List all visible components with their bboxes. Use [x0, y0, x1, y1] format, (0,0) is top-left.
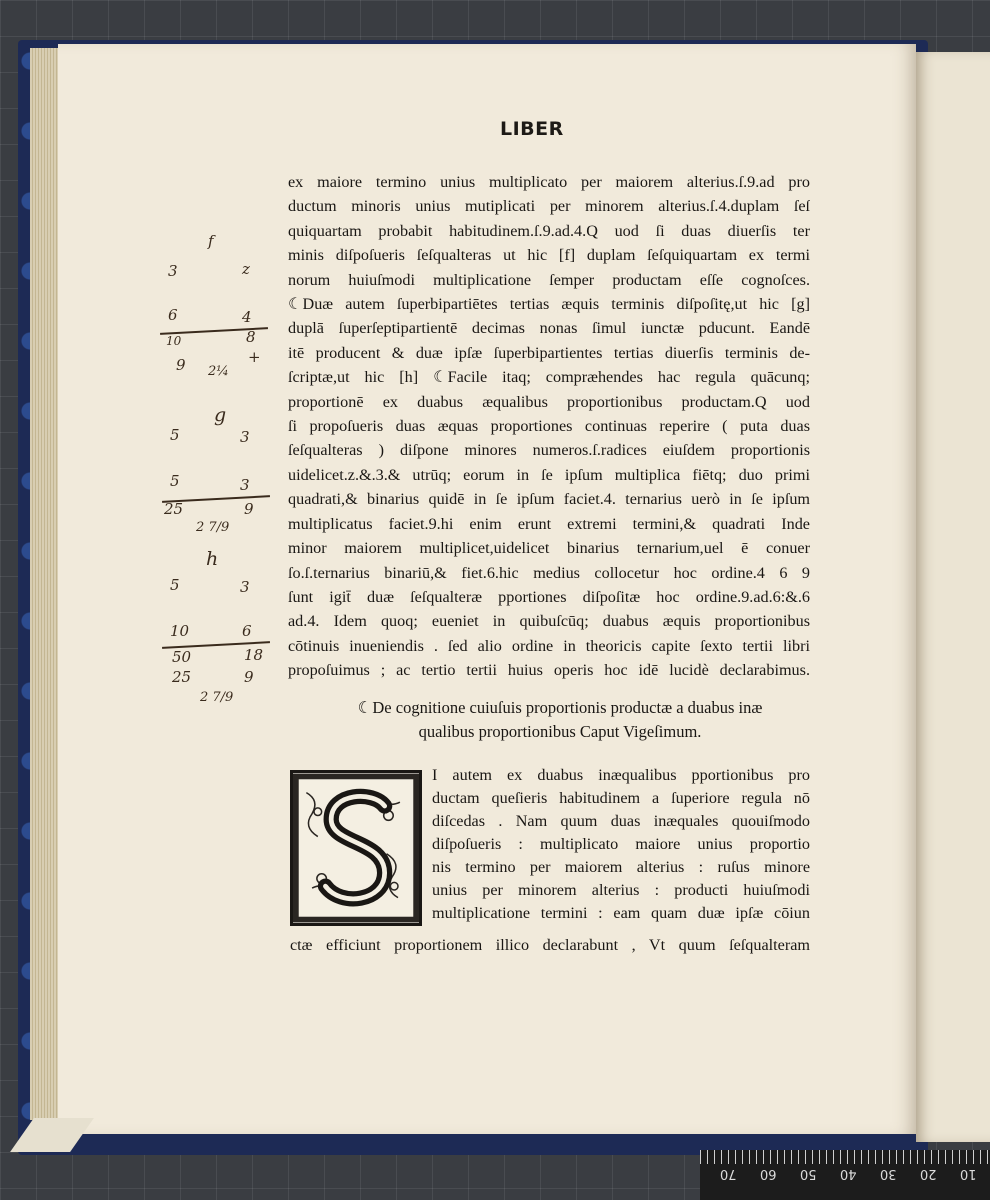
note-value: 2 7/9 — [200, 690, 234, 705]
text-line: ſeſqualteras ) diſpone minores numeros.ſ.radices eiuſdem proportionis — [288, 441, 810, 460]
note-value: 3 — [240, 578, 250, 596]
initial-s-ornament — [293, 773, 419, 923]
note-value: 9 — [176, 356, 186, 374]
note-value: 50 — [172, 648, 192, 666]
chapter-text-full — [290, 934, 810, 957]
ruler-label: 20 — [920, 1166, 937, 1181]
note-value: 2¼ — [208, 364, 229, 379]
note-value: 3 — [240, 428, 250, 446]
note-value: 6 — [242, 622, 252, 640]
running-head: LIBER — [500, 118, 564, 140]
note-value: 18 — [244, 646, 264, 664]
ruler-label: 30 — [880, 1166, 897, 1181]
note-value: z — [242, 260, 250, 278]
note-value: 3 — [240, 476, 250, 494]
text-line: diſcedas . Nam quum duas inæquales quouiſmodo — [432, 812, 810, 830]
note-value: 2 7/9 — [196, 520, 230, 535]
chapter-text-indented — [432, 764, 810, 925]
text-line: ductam queſieris habitudinem a ſuperiore regula nō — [432, 789, 810, 807]
handwritten-margin-notes — [150, 220, 290, 740]
text-line: cōtinuis inueniendis . ſed alio ordine in theoricis capite ſexto tertii libri — [288, 636, 810, 655]
text-line: minis diſpoſueris ſeſqualteras ut hic [f] duplam ſeſquiquartam ex termi — [288, 246, 810, 265]
note-value: 5 — [170, 472, 180, 490]
text-line: minor maiorem multiplicet,uidelicet binarius ternarium,uel ē conuer — [288, 539, 810, 558]
text-line: ctæ efficiunt proportionem illico declarabunt , Vt quum ſeſqualteram — [290, 936, 810, 954]
text-line: norum huiuſmodi multiplicatione ſemper productam eſſe cognoſces. — [288, 270, 810, 289]
note-f: f — [208, 232, 214, 250]
main-text-block — [288, 170, 810, 683]
chapter-heading — [310, 696, 810, 744]
note-g: g — [214, 404, 227, 426]
chapter-heading-line: ☾De cognitione cuiuſuis proportionis productæ a duabus inæ — [357, 698, 763, 717]
text-line: propoſuimus ; ac tertio tertii huius operis hoc idē lucidè declarabimus. — [288, 661, 810, 680]
text-line: ſi propoſueris duas æquas proportiones continuas reperire ( puta duas — [288, 417, 810, 436]
text-line: ſo.ſ.ternarius binariū,& fiet.6.hic medius collocetur hoc ordine.4 6 9 — [288, 563, 810, 582]
text-line: multiplicatione termini : eam quam duæ ipſæ cōiun — [432, 904, 810, 922]
note-h: h — [206, 548, 219, 570]
text-line: unius per minorem alterius : producti huiuſmodi — [432, 881, 810, 899]
note-value: 10 — [166, 334, 182, 348]
ruler-label: 10 — [960, 1166, 977, 1181]
note-value: 9 — [244, 500, 254, 518]
text-line: multiplicatus faciet.9.hi enim erunt extremi termini,& quadrati Inde — [288, 514, 810, 533]
text-line: ex maiore termino unius multiplicato per maiorem alterius.ſ.9.ad pro — [288, 173, 810, 191]
text-line: I autem ex duabus inæqualibus pportionibus pro — [432, 766, 810, 784]
text-line: nis termino per maiorem alterius : ruſus minore — [432, 858, 810, 876]
text-line: quiquartam probabit habitudinem.ſ.9.ad.4.Q uod ſi duas diuerſis ter — [288, 221, 810, 240]
text-line: proportionē ex duabus æqualibus proportionibus productam.Q uod — [288, 392, 810, 411]
page-edges — [30, 48, 60, 1120]
ruler-label: 40 — [840, 1166, 857, 1181]
text-line: quadrati,& binarius quidē in ſe ipſum faciet.4. ternarius uerò in ſe ipſum — [288, 490, 810, 509]
chapter-heading-line: qualibus proportionibus Caput Vigeſimum. — [418, 722, 702, 741]
text-line: ad.4. Idem quoq; eueniet in quibuſcūq; duabus æquis proportionibus — [288, 612, 810, 631]
note-value: 5 — [170, 576, 180, 594]
note-value: 8 — [246, 328, 256, 346]
note-value: 9 — [244, 668, 254, 686]
facing-page — [916, 52, 990, 1142]
note-value: 25 — [172, 668, 192, 686]
text-line: ductum minoris unius mutiplicati per minorem alterius.ſ.4.duplam ſeſ — [288, 197, 810, 216]
text-line: ſcriptæ,ut hic [h] ☾Facile itaq; compræhendes hac regula quācunq; — [288, 368, 810, 387]
note-value: 4 — [242, 308, 252, 326]
ruler-ticks — [700, 1150, 990, 1164]
text-line: uidelicet.z.&.3.& utrūq; eorum in ſe ipſum multiplica fiētq; duo primi — [288, 465, 810, 484]
note-value: 3 — [168, 262, 178, 280]
text-line: diſpoſueris : multiplicato maiore unius proportio — [432, 835, 810, 853]
text-line: itē producent & duæ ipſæ ſuperbipartientes tertias diuerſis terminis de- — [288, 343, 810, 362]
text-line: ☾Duæ autem ſuperbipartiētes tertias æquis terminis diſpoſitę,ut hic [g] — [288, 295, 810, 314]
text-line: ſunt igit̄ duæ ſeſqualteræ pportiones diſpoſitæ hoc ordine.9.ad.6:&.6 — [288, 587, 810, 606]
note-value: 25 — [164, 500, 184, 518]
note-value: 6 — [168, 306, 178, 324]
note-value: 10 — [170, 622, 190, 640]
text-line: duplā ſuperſeptipartientē decimas nonas ſimul iunctæ pducunt. Eandē — [288, 319, 810, 338]
ruler-label: 70 — [720, 1166, 737, 1181]
note-value: + — [248, 348, 261, 366]
decorated-initial — [290, 770, 422, 926]
ruler-label: 60 — [760, 1166, 777, 1181]
note-value: 5 — [170, 426, 180, 444]
ruler-label: 50 — [800, 1166, 817, 1181]
measurement-ruler — [700, 1150, 990, 1200]
